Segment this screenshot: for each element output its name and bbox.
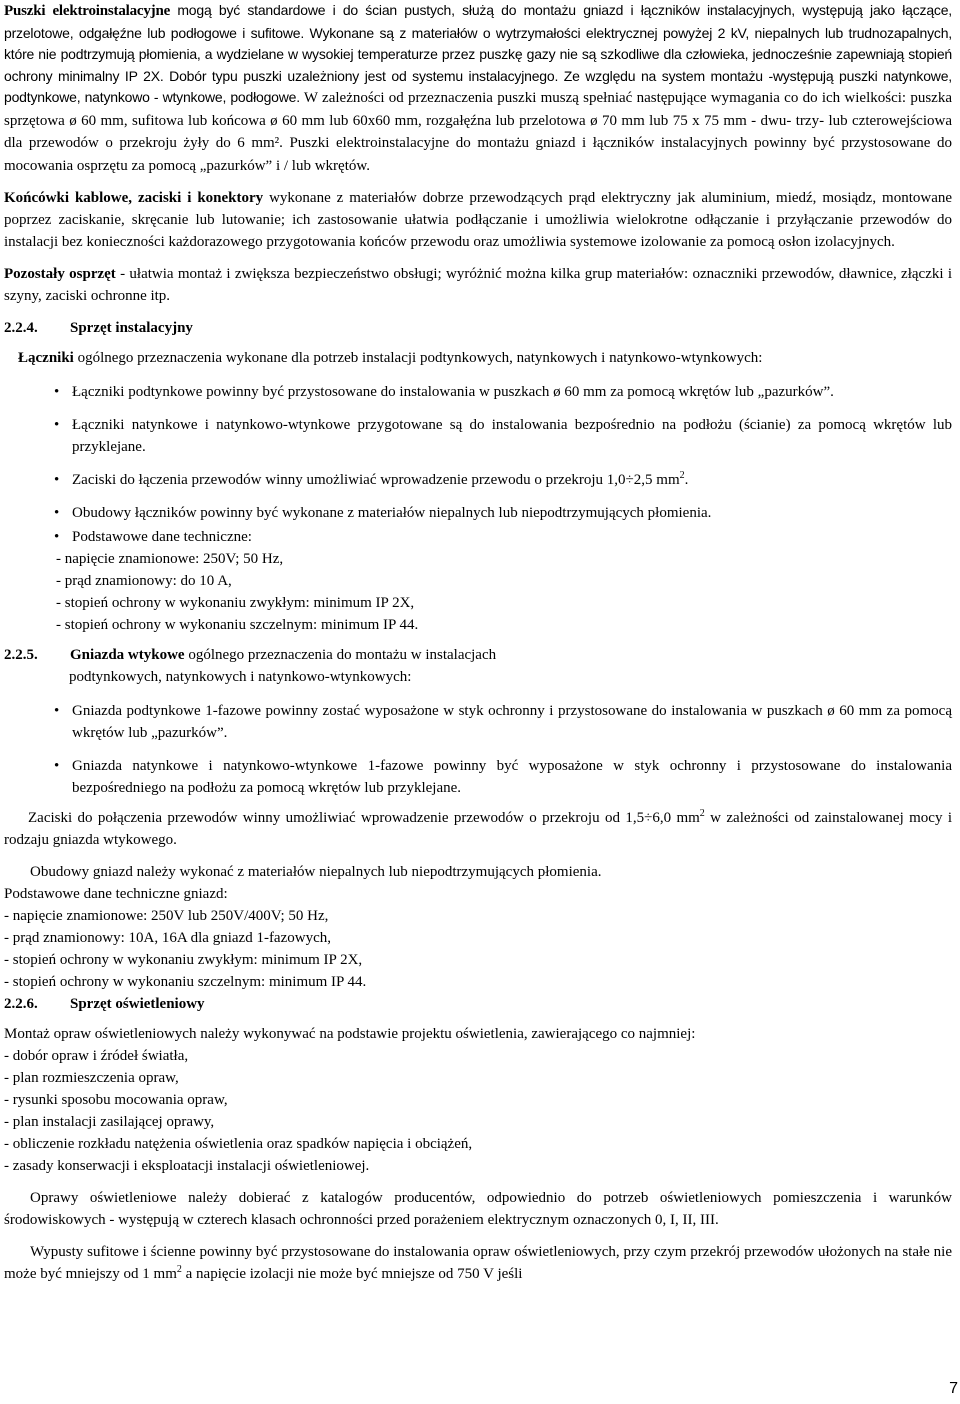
item-text: Zaciski do łączenia przewodów winny umożliwiać wprowadzenie przewodu o przekroju 1,0÷2,5 mm — [72, 472, 680, 488]
paragraph-other-fittings — [4, 263, 952, 307]
paragraph-luminaires: Oprawy oświetleniowe należy dobierać z katalogów producentów, odpowiednio do potrzeb oświetleniowych pomieszczenia i warunków środowiskowych - występują w czterech klasach ochronności przed porażeniem elektrycznym oznaczonych 0, I, II, III. — [4, 1190, 952, 1228]
paragraph-text: - ułatwia montaż i zwiększa bezpieczeństwo obsługi; wyróżnić można kilka grup materiałów: oznaczniki przewodów, dławnice, złączki i szyny, zaciski ochronne itp. — [4, 266, 953, 304]
spec-line: - rysunki sposobu mocowania opraw, — [4, 1092, 228, 1108]
paragraph-cable-terminals — [4, 187, 952, 253]
spec-line: - dobór opraw i źródeł światła, — [4, 1048, 189, 1064]
paragraph-text: W zależności od przeznaczenia puszki muszą spełniać następujące wymagania co do ich wielkości: puszka sprzętowa ø 60 mm, sufitowa lub końcowa ø 60 mm lub 60x60 mm, rozgałęźna lub przelotowa ø 70 mm lub 75 x 75 mm - dwu- trzy- lub czterowejściowa dla przewodów o przekroju żyły do 6 mm². Puszki elektroinstalacyjne do montażu gniazd i łączników instalacyjnych powinny być przystosowane do mocowania osprzętu za pomocą „pazurków” i / lub wkrętów. — [4, 90, 952, 174]
section-number: 2.2.5. — [4, 647, 38, 663]
list-item-switches — [4, 347, 952, 369]
spec-line: - prąd znamionowy: do 10 A, — [56, 573, 232, 589]
section-title: Sprzęt instalacyjny — [70, 320, 193, 336]
spec-line: - plan instalacji zasilającej oprawy, — [4, 1114, 215, 1130]
term-cable-terminals: Końcówki kablowe, zaciski i konektory — [4, 190, 264, 206]
heading-continuation: podtynkowych, natynkowych i natynkowo-wtynkowych: — [69, 669, 412, 685]
spec-line: - napięcie znamionowe: 250V lub 250V/400V; 50 Hz, — [4, 908, 329, 924]
paragraph-socket-terminals — [4, 807, 952, 851]
item-number — [4, 347, 18, 369]
spec-line: - stopień ochrony w wykonaniu szczelnym: minimum IP 44. — [56, 617, 419, 633]
spec-list-sockets — [4, 905, 952, 993]
section-title: Sprzęt oświetleniowy — [70, 996, 205, 1012]
heading-text: ogólnego przeznaczenia do montażu w instalacjach — [184, 647, 497, 663]
list-item: • Gniazda natynkowe i natynkowo-wtynkowe 1-fazowe powinny być wyposażone w styk ochronny i przystosowane do instalowania bezpośredniego na podłożu za pomocą wkrętów lub przyklejane. — [4, 755, 952, 799]
bullet-list-switches — [4, 381, 952, 548]
spec-line: - stopień ochrony w wykonaniu zwykłym: minimum IP 2X, — [4, 952, 363, 968]
spec-line: - obliczenie rozkładu natężenia oświetlenia oraz spadków napięcia i obciążeń, — [4, 1136, 473, 1152]
spec-line: - prąd znamionowy: 10A, 16A dla gniazd 1-fazowych, — [4, 930, 331, 946]
term-other-fittings: Pozostały osprzęt — [4, 266, 116, 282]
spec-list-lighting — [4, 1045, 952, 1177]
paragraph-text: wykonane z materiałów dobrze przewodzących prąd elektryczny jak aluminium, miedź, mosiądz, montowane poprzez zaciskanie, skręcanie lub lutowanie; ich zastosowanie ułatwia podłączanie i umożliwia wielokrotne odłączanie i przyłączanie przewodów do instalacji bez konieczności każdorazowego przygotowania końców przewodu oraz umożliwia systemowe izolowanie za pomocą osłon izolacyjnych. — [4, 190, 953, 250]
section-heading-2-2-6 — [4, 993, 952, 1015]
term-sockets: Gniazda wtykowe — [70, 647, 185, 663]
section-heading-2-2-4 — [4, 317, 952, 339]
page-number: 7 — [949, 1380, 958, 1397]
spec-list-switches — [4, 548, 952, 636]
list-item: • Obudowy łączników powinny być wykonane z materiałów niepalnych lub niepodtrzymujących płomienia. — [4, 502, 952, 524]
paragraph-socket-specs-intro: Podstawowe dane techniczne gniazd: — [4, 886, 228, 902]
spec-line: - napięcie znamionowe: 250V; 50 Hz, — [56, 551, 284, 567]
spec-line: - stopień ochrony w wykonaniu zwykłym: minimum IP 2X, — [56, 595, 415, 611]
spec-line: - plan rozmieszczenia opraw, — [4, 1070, 179, 1086]
section-number: 2.2.4. — [4, 320, 38, 336]
paragraph-socket-housings: Obudowy gniazd należy wykonać z materiałów niepalnych lub niepodtrzymujących płomienia. — [30, 864, 602, 880]
list-item: • Łączniki natynkowe i natynkowo-wtynkowe przygotowane są do instalowania bezpośrednio na podłożu (ścianie) za pomocą wkrętów lub przyklejane. — [4, 414, 952, 458]
list-item: • Podstawowe dane techniczne: — [4, 526, 952, 548]
document-page — [4, 0, 952, 1285]
list-item: • Łączniki podtynkowe powinny być przystosowane do instalowania w puszkach ø 60 mm za pomocą wkrętów lub „pazurków”. — [4, 381, 952, 403]
term-switches: Łączniki — [18, 350, 74, 366]
paragraph-outlets — [4, 1241, 952, 1285]
item-text: . — [684, 472, 689, 488]
paragraph-text: a napięcie izolacji nie może być mniejsze od 750 V jeśli — [181, 1266, 523, 1282]
spec-line: - zasady konserwacji i eksploatacji instalacji oświetleniowej. — [4, 1158, 370, 1174]
superscript: 2 — [679, 470, 685, 481]
paragraph-text: Zaciski do połączenia przewodów winny umożliwiać wprowadzenie przewodów o przekroju od 1,5÷6,0 mm — [28, 810, 700, 826]
superscript: 2 — [699, 808, 705, 819]
section-heading-2-2-5 — [4, 644, 952, 666]
spec-line: - stopień ochrony w wykonaniu szczelnym: minimum IP 44. — [4, 974, 367, 990]
bullet-list-sockets — [4, 700, 952, 799]
list-item: • Gniazda podtynkowe 1-fazowe powinny zostać wyposażone w styk ochronny i przystosowane do instalowania w puszkach ø 60 mm za pomocą wkrętów lub „pazurków”. — [4, 700, 952, 744]
section-number: 2.2.6. — [4, 996, 38, 1012]
paragraph-text: Wypusty sufitowe i ścienne powinny być przystosowane do instalowania opraw oświetleniowych, przy czym przekrój przewodów ułożonych na stałe nie może być mniejszy od 1 mm — [4, 1244, 952, 1282]
list-item — [4, 469, 952, 491]
superscript: 2 — [176, 1264, 182, 1275]
paragraph-text: w zależności od zainstalowanej mocy i rodzaju gniazda wtykowego. — [4, 810, 953, 848]
item-text: ogólnego przeznaczenia wykonane dla potrzeb instalacji podtynkowych, natynkowych i natynkowo-wtynkowych: — [73, 350, 763, 366]
paragraph-text: mogą być standardowe i do ścian pustych, służą do montażu gniazd i łączników instalacyjnych, występują jako łączące, przelotowe, odgałęźne lub podłogowe i sufitowe. Wykonane są z materiałów o wytrzymałości elektrycznej powyżej 2 kV, niepalnych lub trudnozapalnych, które nie podtrzymują płomienia, a wydzielane w wysokiej temperaturze przez puszkę gazy nie są szkodliwe dla człowieka, jednocześnie zapewniają stopień ochrony minimalny IP 2X. Dobór typu puszki uzależniony jest od systemu instalacyjnego. Ze względu na system montażu -występują puszki natynkowe, podtynkowe, natynkowo - wtynkowe, podłogowe. — [4, 2, 952, 105]
paragraph-junction-boxes — [4, 0, 952, 177]
term-junction-boxes: Puszki elektroinstalacyjne — [4, 3, 171, 19]
paragraph-lighting-intro: Montaż opraw oświetleniowych należy wykonywać na podstawie projektu oświetlenia, zawierającego co najmniej: — [4, 1026, 696, 1042]
